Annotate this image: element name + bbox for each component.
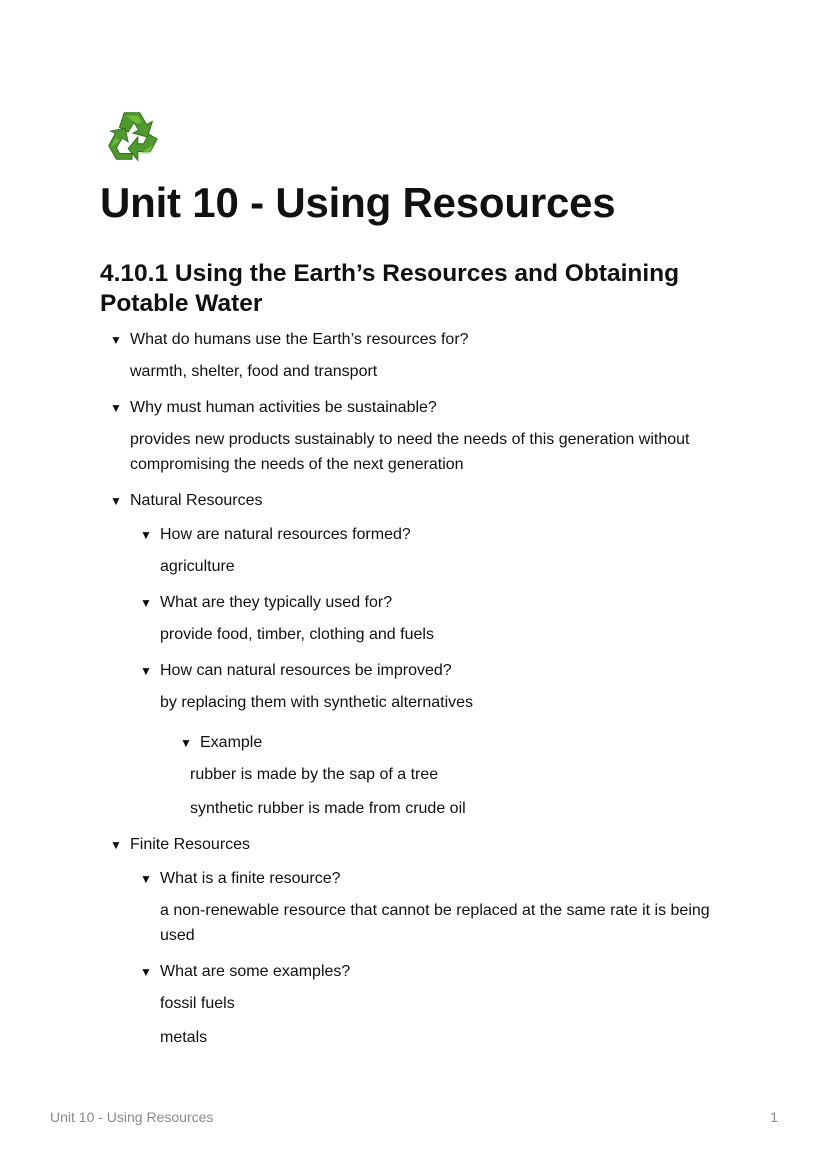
toggle-triangle-icon[interactable]: ▼ <box>110 838 122 852</box>
toggle-question[interactable]: Why must human activities be sustainable? <box>130 399 437 416</box>
toggle-question[interactable]: What are they typically used for? <box>160 594 393 611</box>
toggle-triangle-icon[interactable]: ▼ <box>140 596 152 610</box>
toggle-triangle-icon[interactable]: ▼ <box>180 736 192 750</box>
section-heading: 4.10.1 Using the Earth’s Resources and Obtaining Potable Water <box>100 260 680 317</box>
toggle-question[interactable]: How can natural resources be improved? <box>160 662 452 679</box>
footer-title: Unit 10 - Using Resources <box>50 1109 214 1125</box>
recycle-icon <box>101 106 163 168</box>
toggle-answer: synthetic rubber is made from crude oil <box>190 800 466 817</box>
toggle-question[interactable]: Natural Resources <box>130 492 263 509</box>
toggle-item[interactable] <box>140 520 730 550</box>
toggle-item[interactable] <box>110 325 730 355</box>
toggle-item[interactable] <box>110 486 730 516</box>
toggle-answer: warmth, shelter, food and transport <box>130 363 378 380</box>
toggle-answer: a non-renewable resource that cannot be replaced at the same rate it is being used <box>160 902 710 944</box>
toggle-answer: metals <box>160 1029 208 1046</box>
toggle-answer: rubber is made by the sap of a tree <box>190 766 439 783</box>
toggle-answer: fossil fuels <box>160 995 235 1012</box>
toggle-triangle-icon[interactable]: ▼ <box>140 965 152 979</box>
toggle-question[interactable]: What do humans use the Earth’s resources for? <box>130 331 469 348</box>
toggle-question[interactable]: What is a finite resource? <box>160 870 341 887</box>
toggle-answer: by replacing them with synthetic alternatives <box>160 694 474 711</box>
toggle-answer: provide food, timber, clothing and fuels <box>160 626 434 643</box>
finite-resources-children <box>110 864 730 1059</box>
toggle-item[interactable] <box>140 588 730 618</box>
toggle-triangle-icon[interactable]: ▼ <box>110 401 122 415</box>
toggle-question[interactable]: How are natural resources formed? <box>160 526 411 543</box>
toggle-item[interactable] <box>140 957 730 987</box>
toggle-triangle-icon[interactable]: ▼ <box>110 494 122 508</box>
natural-resources-children <box>110 520 730 830</box>
toggle-item[interactable] <box>140 656 730 686</box>
toggle-answer: provides new products sustainably to need the needs of this generation without compromising the needs of the next generation <box>130 431 690 473</box>
toggle-list <box>110 325 730 1059</box>
toggle-triangle-icon[interactable]: ▼ <box>140 872 152 886</box>
toggle-triangle-icon[interactable]: ▼ <box>140 528 152 542</box>
toggle-triangle-icon[interactable]: ▼ <box>110 333 122 347</box>
toggle-item[interactable] <box>140 864 730 894</box>
toggle-question[interactable]: Finite Resources <box>130 836 251 853</box>
toggle-triangle-icon[interactable]: ▼ <box>140 664 152 678</box>
toggle-item[interactable] <box>110 830 730 860</box>
toggle-item[interactable] <box>110 393 730 423</box>
footer-page-number: 1 <box>770 1109 778 1125</box>
page-title: Unit 10 - Using Resources <box>100 179 616 226</box>
toggle-question[interactable]: What are some examples? <box>160 963 351 980</box>
toggle-question[interactable]: Example <box>200 734 263 751</box>
example-children <box>140 728 730 830</box>
toggle-answer: agriculture <box>160 558 235 575</box>
toggle-item[interactable] <box>180 728 730 758</box>
